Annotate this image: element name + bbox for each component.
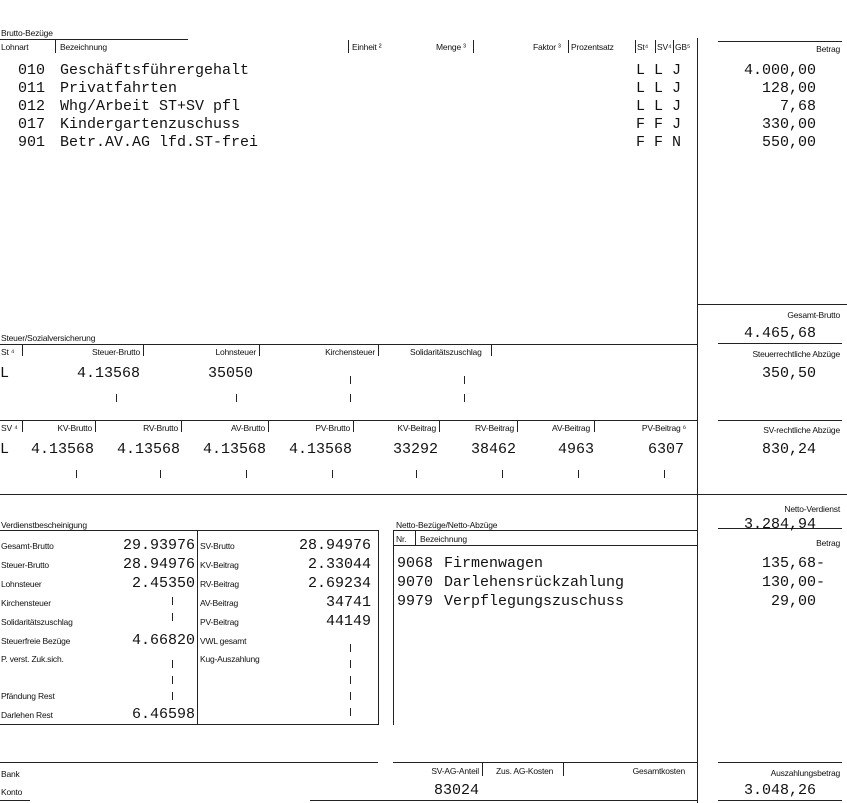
sv-ag-anteil-label: SV-AG-Anteil: [431, 766, 479, 776]
lohnsteuer-value: 35050: [207, 365, 253, 382]
verdienst-value: 29.93976: [122, 537, 195, 554]
av-beitrag-value: 4963: [557, 441, 594, 458]
netto-nr: 9070: [397, 574, 434, 591]
right-column-divider: [697, 38, 698, 803]
sv-value: L: [0, 441, 10, 458]
table-row: [0, 134, 847, 152]
lohnart-flags: F F N: [636, 134, 682, 151]
verdienst-sv-label: AV-Beitrag: [200, 598, 239, 608]
header-av-beitrag: AV-Beitrag: [551, 423, 590, 433]
rv-beitrag-value: 38462: [470, 441, 516, 458]
header-kv-beitrag: KV-Beitrag: [397, 423, 436, 433]
verdienst-sv-label: SV-Brutto: [200, 541, 235, 551]
header-soli: Solidaritätszuschlag: [410, 347, 482, 357]
header-rv-brutto: RV-Brutto: [143, 423, 178, 433]
header-menge: Menge ³: [436, 42, 466, 52]
section-title-netto: Netto-Bezüge/Netto-Abzüge: [396, 520, 498, 530]
netto-nr: 9979: [397, 593, 434, 610]
section-title-verdienst: Verdienstbescheinigung: [1, 520, 87, 530]
sv-header-line: [0, 420, 697, 421]
lohnart-amount: 4.000,00: [743, 62, 816, 79]
verdienst-sv-label: KV-Beitrag: [200, 560, 239, 570]
netto-name: Darlehensrückzahlung: [444, 574, 625, 591]
table-row: [0, 593, 847, 611]
header-einheit: Einheit ²: [352, 42, 382, 52]
section-title-brutto: Brutto-Bezüge: [1, 28, 53, 38]
table-row: [0, 574, 847, 592]
zus-ag-kosten-label: Zus. AG-Kosten: [496, 766, 554, 776]
lohnart-flags: L L J: [636, 98, 682, 115]
header-nr: Nr.: [396, 534, 407, 544]
steuer-header-line: [0, 344, 697, 345]
section-title-steuer: Steuer/Sozialversicherung: [1, 333, 96, 343]
table-row: [0, 62, 847, 80]
netto-amount: 135,68-: [761, 555, 825, 572]
verdienst-label: Steuer-Brutto: [1, 560, 49, 570]
header-pv-beitrag: PV-Beitrag ⁶: [641, 423, 686, 433]
bank-label: Bank: [1, 769, 20, 779]
steuer-abzuege-value: 350,50: [761, 365, 816, 382]
table-row: [0, 116, 847, 134]
verdienst-sv-label: PV-Beitrag: [200, 617, 239, 627]
header-betrag: Betrag: [816, 44, 840, 54]
lohnart-amount: 330,00: [761, 116, 816, 133]
table-row: [0, 555, 847, 573]
verdienst-sv-label: RV-Beitrag: [200, 579, 239, 589]
header-av-brutto: AV-Brutto: [231, 423, 265, 433]
gesamtkosten-label: Gesamtkosten: [632, 766, 685, 776]
auszahlung-label: Auszahlungsbetrag: [770, 768, 840, 778]
verdienst-header-line: [0, 530, 378, 531]
lohnart-code: 010: [18, 62, 46, 79]
pv-beitrag-value: 6307: [647, 441, 684, 458]
table-row: [0, 80, 847, 98]
table-row: [0, 98, 847, 116]
verdienst-sv-label: Kug-Auszahlung: [200, 654, 260, 664]
steuer-brutto-value: 4.13568: [76, 365, 140, 382]
header-kirchensteuer: Kirchensteuer: [325, 347, 375, 357]
lohnart-name: Kindergartenzuschuss: [60, 116, 241, 133]
header-netto-bezeichnung: Bezeichnung: [420, 534, 467, 544]
verdienst-sv-value: 2.33044: [307, 556, 371, 573]
rv-brutto-value: 4.13568: [116, 441, 180, 458]
pv-brutto-value: 4.13568: [288, 441, 352, 458]
header-kv-brutto: KV-Brutto: [57, 423, 92, 433]
header-sv: SV⁴: [657, 42, 672, 52]
lohnart-name: Geschäftsführergehalt: [60, 62, 250, 79]
verdienst-label: Lohnsteuer: [1, 579, 42, 589]
verdienst-sv-value: 2.69234: [307, 575, 371, 592]
lohnart-amount: 7,68: [779, 98, 816, 115]
header-rv-beitrag: RV-Beitrag: [475, 423, 514, 433]
gesamt-brutto-label: Gesamt-Brutto: [787, 310, 840, 320]
netto-separator: [0, 494, 847, 495]
verdienst-label: P. verst. Zuk.sich.: [1, 654, 64, 664]
steuer-st-value: L: [0, 365, 10, 382]
verdienst-label: Darlehen Rest: [1, 710, 53, 720]
verdienst-label: Gesamt-Brutto: [1, 541, 54, 551]
netto-name: Verpflegungszuschuss: [444, 593, 625, 610]
header-pv-brutto: PV-Brutto: [315, 423, 350, 433]
lohnart-code: 901: [18, 134, 46, 151]
verdienst-label: Kirchensteuer: [1, 598, 51, 608]
sv-ag-anteil-value: 83024: [433, 782, 479, 799]
header-lohnsteuer: Lohnsteuer: [215, 347, 256, 357]
verdienst-label: Pfändung Rest: [1, 691, 55, 701]
verdienst-label: Steuerfreie Bezüge: [1, 636, 71, 646]
netto-name: Firmenwagen: [444, 555, 544, 572]
betrag-header-topline: [718, 41, 842, 42]
lohnart-name: Betr.AV.AG lfd.ST-frei: [60, 134, 259, 151]
verdienst-value: 6.46598: [131, 706, 195, 723]
lohnart-amount: 550,00: [761, 134, 816, 151]
verdienst-sv-value: 28.94976: [298, 537, 371, 554]
netto-amount: 130,00-: [761, 574, 825, 591]
kv-brutto-value: 4.13568: [30, 441, 94, 458]
kv-beitrag-value: 33292: [392, 441, 438, 458]
netto-verdienst-label: Netto-Verdienst: [784, 504, 840, 514]
header-bezeichnung: Bezeichnung: [60, 42, 107, 52]
header-faktor: Faktor ³: [533, 42, 561, 52]
verdienst-value: 4.66820: [131, 632, 195, 649]
konto-label: Konto: [1, 787, 23, 797]
verdienst-sv-label: VWL gesamt: [200, 636, 247, 646]
lohnart-code: 017: [18, 116, 46, 133]
lohnart-name: Whg/Arbeit ST+SV pfl: [60, 98, 241, 115]
lohnart-name: Privatfahrten: [60, 80, 178, 97]
netto-nr: 9068: [397, 555, 434, 572]
verdienst-sv-value: 44149: [325, 613, 371, 630]
header-steuer-brutto: Steuer-Brutto: [92, 347, 140, 357]
header-lohnart: Lohnart: [1, 42, 29, 52]
sv-abzuege-label: SV-rechtliche Abzüge: [763, 425, 840, 435]
lohnart-flags: L L J: [636, 62, 682, 79]
header-st: St⁴: [637, 42, 649, 52]
header-netto-betrag: Betrag: [816, 538, 840, 548]
header-gb: GB⁵: [675, 42, 691, 52]
verdienst-sv-value: 34741: [325, 594, 371, 611]
lohnart-amount: 128,00: [761, 80, 816, 97]
gesamt-brutto-value: 4.465,68: [743, 325, 816, 342]
header-sv4: SV ⁴: [1, 423, 18, 433]
verdienst-value: 2.45350: [131, 575, 195, 592]
lohnart-flags: F F J: [636, 116, 682, 133]
header-st4: St ⁴: [1, 347, 15, 357]
av-brutto-value: 4.13568: [202, 441, 266, 458]
lohnart-code: 011: [18, 80, 46, 97]
header-prozentsatz: Prozentsatz: [571, 42, 614, 52]
lohnart-code: 012: [18, 98, 46, 115]
netto-amount: 29,00: [770, 593, 816, 610]
steuer-abzuege-label: Steuerrechtliche Abzüge: [752, 349, 840, 359]
verdienst-label: Solidaritätszuschlag: [1, 617, 73, 627]
sv-abzuege-value: 830,24: [761, 441, 816, 458]
lohnart-flags: L L J: [636, 80, 682, 97]
netto-verdienst-value: 3.284,94: [743, 516, 816, 533]
auszahlung-value: 3.048,26: [743, 782, 816, 799]
brutto-title-underline: [0, 39, 188, 40]
verdienst-value: 28.94976: [122, 556, 195, 573]
